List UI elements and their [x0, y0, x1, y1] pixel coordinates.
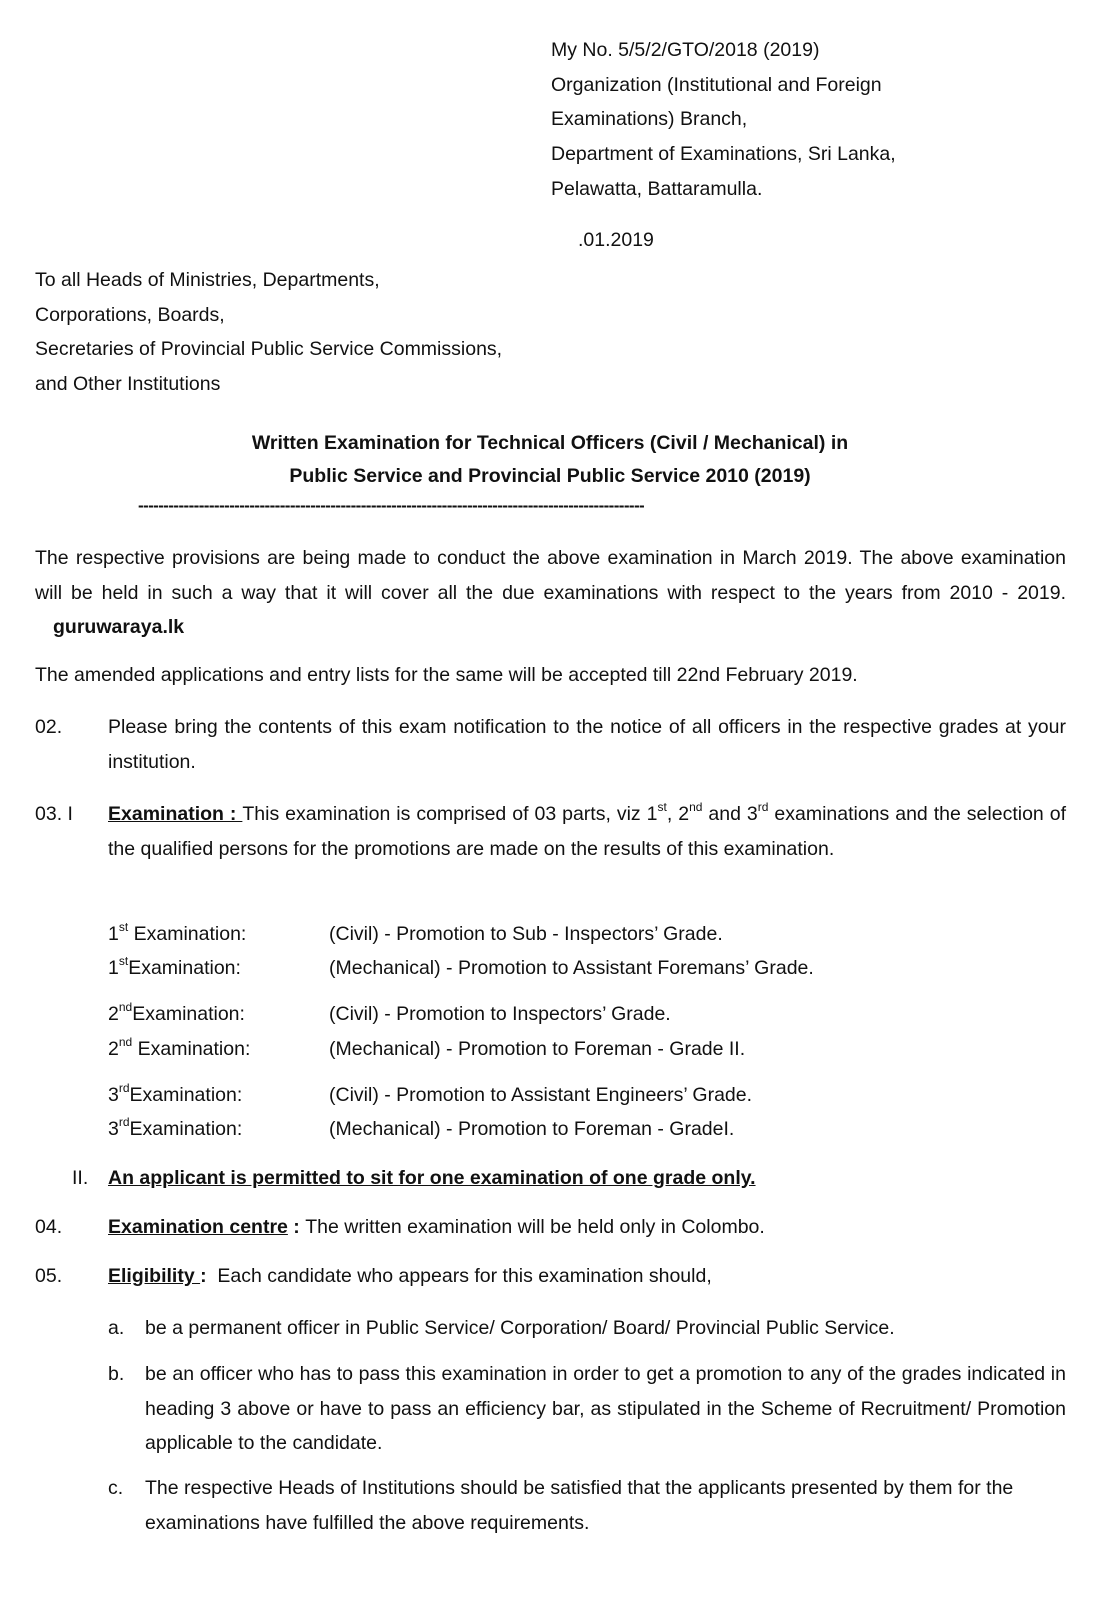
text: examinations and the selection of the qualified persons for the promotions are made on the results of this examination. [108, 803, 1066, 860]
exam-label: Examination: [132, 1003, 245, 1025]
reference-line: Examinations) Branch, [551, 108, 748, 131]
reference-line: Organization (Institutional and Foreign [551, 73, 882, 96]
text: This examination is comprised of 03 parts, viz 1 [242, 803, 658, 825]
exam-description: (Mechanical) - Promotion to Foreman - Grade II. [329, 1038, 746, 1060]
reference-block [551, 33, 896, 207]
exam-description: (Civil) - Promotion to Sub - Inspectors’ Grade. [329, 923, 723, 945]
text: , 2 [666, 803, 690, 825]
section-number: 03. I [35, 803, 73, 825]
exam-label: Examination: [129, 1118, 243, 1140]
superscript: rd [118, 1115, 130, 1129]
exam-number: 2 [108, 1038, 119, 1060]
title-rule: ---------------------------------------------------------------------------------------------------- [138, 496, 645, 515]
exam-label: Examination: [128, 957, 241, 979]
superscript: nd [118, 1035, 133, 1049]
exam-number: 3 [108, 1118, 119, 1140]
separator: : [200, 1265, 207, 1287]
section-text [108, 1210, 1066, 1245]
exam-row [108, 1112, 734, 1146]
website-text: guruwaraya.lk [53, 616, 185, 638]
exam-number: 3 [108, 1084, 119, 1106]
exam-label: Examination: [128, 923, 247, 945]
separator: : [287, 1216, 306, 1238]
section-number: 05. [35, 1265, 63, 1287]
section-number: 02. [35, 716, 63, 738]
item-letter: a. [108, 1317, 125, 1339]
item-text: The respective Heads of Institutions should be satisfied that the applicants presented by them for the examinations have fulfilled the above requirements. [145, 1477, 1014, 1534]
superscript: st [657, 800, 667, 814]
title-line: Written Examination for Technical Officers (Civil / Mechanical) in [251, 432, 849, 454]
section-text [108, 797, 1066, 866]
section-text: Please bring the contents of this exam notification to the notice of all officers in the respective grades at your institution. [108, 716, 1066, 773]
text: Each candidate who appears for this examination should, [206, 1265, 712, 1287]
exam-row [108, 1078, 752, 1112]
reference-line: My No. 5/5/2/GTO/2018 (2019) [551, 39, 820, 61]
text: The written examination will be held only in Colombo. [305, 1216, 765, 1238]
superscript: st [118, 920, 129, 934]
recipients-block [35, 263, 502, 401]
letter-date: .01.2019 [578, 229, 654, 251]
recipient-line: To all Heads of Ministries, Departments, [35, 269, 380, 291]
exam-label: Examination: [129, 1084, 243, 1106]
item-text: be a permanent officer in Public Service/ Corporation/ Board/ Provincial Public Service. [145, 1317, 895, 1339]
item-letter: b. [108, 1363, 125, 1385]
exam-description: (Mechanical) - Promotion to Assistant Foremans’ Grade. [329, 957, 814, 979]
exam-row [108, 951, 814, 985]
section-heading: Eligibility [108, 1265, 201, 1287]
superscript: st [118, 954, 129, 968]
intro-paragraph [35, 541, 1066, 645]
section-heading: Examination centre [108, 1216, 288, 1238]
item-letter: c. [108, 1477, 124, 1499]
document-title [0, 427, 1100, 493]
recipient-line: Corporations, Boards, [35, 303, 225, 326]
superscript: nd [689, 800, 703, 814]
exam-number: 1 [108, 923, 119, 945]
amended-note: The amended applications and entry lists for the same will be accepted till 22nd February 2019. [35, 664, 858, 686]
reference-line: Department of Examinations, Sri Lanka, [551, 143, 896, 166]
subsection-text: An applicant is permitted to sit for one examination of one grade only. [108, 1167, 756, 1189]
title-line: Public Service and Provincial Public Service 2010 (2019) [289, 465, 811, 487]
superscript: rd [757, 800, 769, 814]
recipient-line: and Other Institutions [35, 372, 221, 395]
recipient-line: Secretaries of Provincial Public Service Commissions, [35, 338, 503, 360]
exam-description: (Mechanical) - Promotion to Foreman - GradeI. [329, 1118, 735, 1140]
subsection-number: II. [72, 1167, 89, 1189]
exam-number: 1 [108, 957, 119, 979]
exam-description: (Civil) - Promotion to Inspectors’ Grade. [329, 1003, 671, 1025]
intro-text: The respective provisions are being made to conduct the above examination in March 2019. The above examination will be held in such a way that it will cover all the due examinations with respect to the years from 2010 - 2019. [35, 547, 1066, 604]
reference-line: Pelawatta, Battaramulla. [551, 177, 763, 200]
exam-row [108, 997, 671, 1031]
exam-row [108, 1032, 745, 1066]
section-heading: Examination : [108, 803, 243, 825]
exam-number: 2 [108, 1003, 119, 1025]
exam-row [108, 917, 723, 951]
superscript: rd [118, 1081, 130, 1095]
exam-label: Examination: [132, 1038, 251, 1060]
superscript: nd [118, 1000, 133, 1014]
text: and 3 [702, 803, 758, 825]
item-text: be an officer who has to pass this examination in order to get a promotion to any of the grades indicated in heading 3 above or have to pass an efficiency bar, as stipulated in the Scheme of Recruitment/ Promotion applicable to the candidate. [145, 1363, 1066, 1454]
section-number: 04. [35, 1216, 63, 1238]
exam-description: (Civil) - Promotion to Assistant Engineers’ Grade. [329, 1084, 753, 1106]
section-text [108, 1259, 1066, 1294]
